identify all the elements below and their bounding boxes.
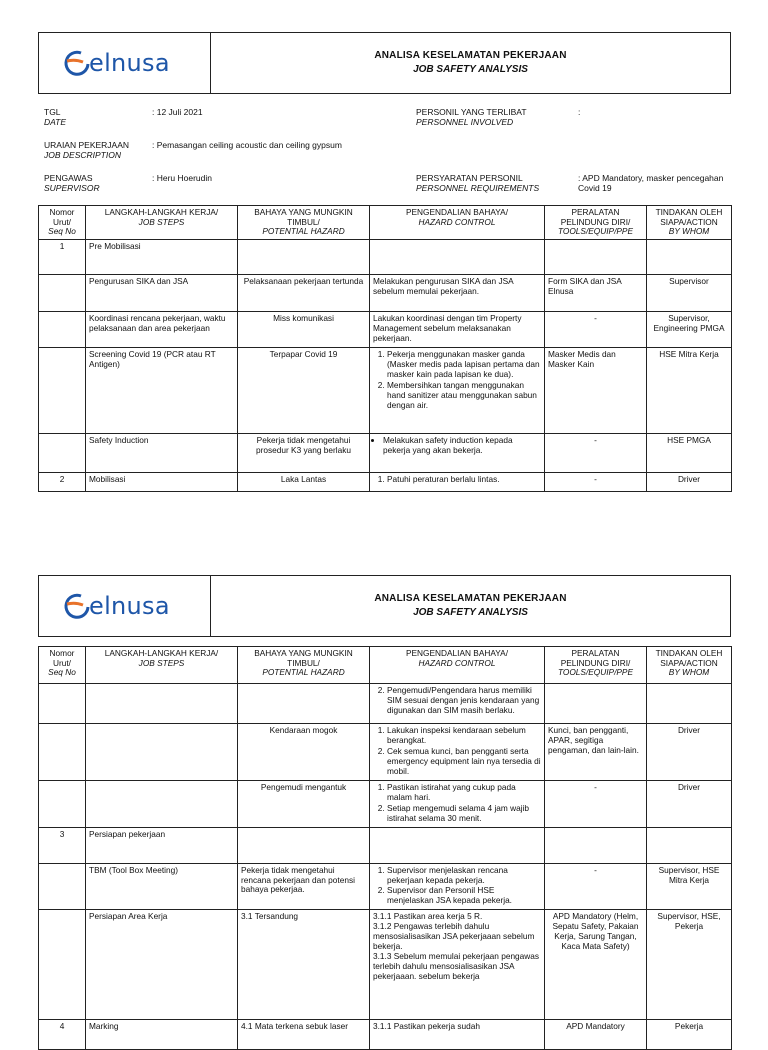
requirements-label-block — [416, 173, 539, 193]
table-row: 3 Persiapan pekerjaan — [39, 827, 732, 863]
requirements-label: PERSYARATAN PERSONIL — [416, 173, 523, 183]
job-desc-label-block — [44, 140, 129, 160]
job-desc-label: URAIAN PEKERJAAN — [44, 140, 130, 150]
page1-header — [38, 32, 731, 94]
table-header-row — [39, 206, 732, 240]
supervisor-value: : Heru Hoerudin — [152, 173, 213, 183]
table-row: TBM (Tool Box Meeting) Pekerja tidak mengetahui rencana pekerjaan dan potensi bahaya pekerjaa. 1. Supervisor menjelaskan rencana pekerjaan kepada pekerja. 2. Supervisor dan Personil HSE menjelaskan JSA kepada pekerja. - Supervisor, HSE Mitra Kerja — [39, 863, 732, 910]
table-header-row — [39, 647, 732, 684]
col-ppe: PERALATAN PELINDUNG DIRI/ TOOLS/EQUIP/PPE — [545, 647, 647, 684]
col-seq-no: Nomor Urut/ Seq No — [39, 647, 86, 684]
personnel-label-block — [416, 107, 527, 127]
doc-subtitle: JOB SAFETY ANALYSIS — [413, 607, 528, 618]
table-row: 2 Mobilisasi Laka Lantas 1. Patuhi peraturan berlalu lintas. - Driver — [39, 473, 732, 492]
elnusa-logo — [61, 48, 170, 78]
doc-subtitle: JOB SAFETY ANALYSIS — [413, 64, 528, 75]
table-row: Screening Covid 19 (PCR atau RT Antigen) Terpapar Covid 19 1. Pekerja menggunakan masker ganda (Masker medis pada lapisan pertama dan masker kain pada lapisan ke dua). 2. Membersihkan tangan menggunakan hand sanitizer atau menggunakan sabun dengan air. Masker Medis dan Masker Kain HSE Mitra Kerja — [39, 348, 732, 434]
col-hazard-control: PENGENDALIAN BAHAYA/ HAZARD CONTROL — [370, 647, 545, 684]
requirements-value-2: Covid 19 — [578, 183, 612, 194]
table-row: 2. Pengemudi/Pengendara harus memiliki SIM sesuai dengan jenis kendaraan yang digunakan dan SIM masih berlaku. — [39, 684, 732, 724]
logo-cell — [39, 33, 211, 93]
col-job-steps: LANGKAH-LANGKAH KERJA/ JOB STEPS — [86, 206, 238, 240]
supervisor-label-block — [44, 173, 100, 193]
table-row: Persiapan Area Kerja 3.1 Tersandung 3.1.1 Pastikan area kerja 5 R. 3.1.2 Pengawas terlebih dahulu mensosialisasikan JSA pekerjaaan sebelum bekerja. 3.1.3 Sebelum memulai pekerjaan pengawas terlebih dahulu mensosialisasikan JSA pekerjaaan. sebelum bekerja APD Mandatory (Helm, Sepatu Safety, Pakaian Kerja, Sarung Tangan, Kaca Mata Safety) Supervisor, HSE, Pekerja — [39, 910, 732, 1020]
table-row: Safety Induction Pekerja tidak mengetahui prosedur K3 yang berlaku • Melakukan safety induction kepada pekerja yang akan bekerja. - HSE PMGA — [39, 434, 732, 473]
col-potential-hazard: BAHAYA YANG MUNGKIN TIMBUL/ POTENTIAL HAZARD — [238, 647, 370, 684]
requirements-label-en: PERSONNEL REQUIREMENTS — [416, 183, 540, 194]
table-row: Pengemudi mengantuk 1. Pastikan istirahat yang cukup pada malam hari. 2. Setiap mengemudi selama 4 jam wajib istirahat selama 30 menit. - Driver — [39, 780, 732, 827]
title-cell — [211, 33, 730, 93]
personnel-label-en: PERSONNEL INVOLVED — [416, 117, 514, 128]
col-potential-hazard: BAHAYA YANG MUNGKIN TIMBUL/ POTENTIAL HAZARD — [238, 206, 370, 240]
job-desc-value: : Pemasangan ceiling acoustic dan ceiling gypsum — [152, 140, 342, 150]
col-hazard-control: PENGENDALIAN BAHAYA/ HAZARD CONTROL — [370, 206, 545, 240]
date-label-block — [44, 107, 66, 127]
table-row: Koordinasi rencana pekerjaan, waktu pelaksanaan dan area pekerjaan Miss komunikasi Lakukan koordinasi dengan tim Property Management sebelum melaksanakan pekerjaan. - Supervisor, Engineering PMGA — [39, 312, 732, 348]
logo-swoosh-icon — [61, 591, 91, 621]
table-row: 4 Marking 4.1 Mata terkena sebuk laser 3.1.1 Pastikan pekerja sudah APD Mandatory Pekerja — [39, 1020, 732, 1050]
doc-title: ANALISA KESELAMATAN PEKERJAAN — [374, 50, 567, 61]
requirements-value: : APD Mandatory, masker pencegahan — [578, 173, 724, 183]
date-label-en: DATE — [44, 117, 67, 128]
supervisor-label-en: SUPERVISOR — [44, 183, 100, 194]
elnusa-logo — [61, 591, 170, 621]
col-action-by: TINDAKAN OLEH SIAPA/ACTION BY WHOM — [647, 206, 732, 240]
logo-swoosh-icon — [61, 48, 91, 78]
supervisor-label: PENGAWAS — [44, 173, 93, 183]
table-row: 1 Pre Mobilisasi — [39, 240, 732, 275]
title-cell — [211, 576, 730, 636]
logo-cell — [39, 576, 211, 636]
jsa-table-page2 — [38, 646, 732, 1050]
table-row: Pengurusan SIKA dan JSA Pelaksanaan pekerjaan tertunda Melakukan pengurusan SIKA dan JSA sebelum memulai pekerjaan. Form SIKA dan JSA Elnusa Supervisor — [39, 275, 732, 312]
doc-title: ANALISA KESELAMATAN PEKERJAAN — [374, 593, 567, 604]
date-label: TGL — [44, 107, 61, 117]
requirements-value-block — [578, 173, 723, 193]
col-action-by: TINDAKAN OLEH SIAPA/ACTION BY WHOM — [647, 647, 732, 684]
table-row: Kendaraan mogok 1. Lakukan inspeksi kendaraan sebelum berangkat. 2. Cek semua kunci, ban pengganti serta emergency equipment lain nya tersedia di mobil. Kunci, ban pengganti, APAR, segitiga pengaman, dan lain-lain. Driver — [39, 724, 732, 781]
jsa-table-page1 — [38, 205, 732, 492]
logo-text: elnusa — [89, 591, 170, 620]
personnel-label: PERSONIL YANG TERLIBAT — [416, 107, 527, 117]
col-seq-no: Nomor Urut/ Seq No — [39, 206, 86, 240]
page2-header — [38, 575, 731, 637]
personnel-value: : — [578, 107, 581, 117]
logo-text: elnusa — [89, 48, 170, 77]
date-value: : 12 Juli 2021 — [152, 107, 203, 117]
col-job-steps: LANGKAH-LANGKAH KERJA/ JOB STEPS — [86, 647, 238, 684]
job-desc-label-en: JOB DESCRIPTION — [44, 150, 121, 161]
col-ppe: PERALATAN PELINDUNG DIRI/ TOOLS/EQUIP/PPE — [545, 206, 647, 240]
